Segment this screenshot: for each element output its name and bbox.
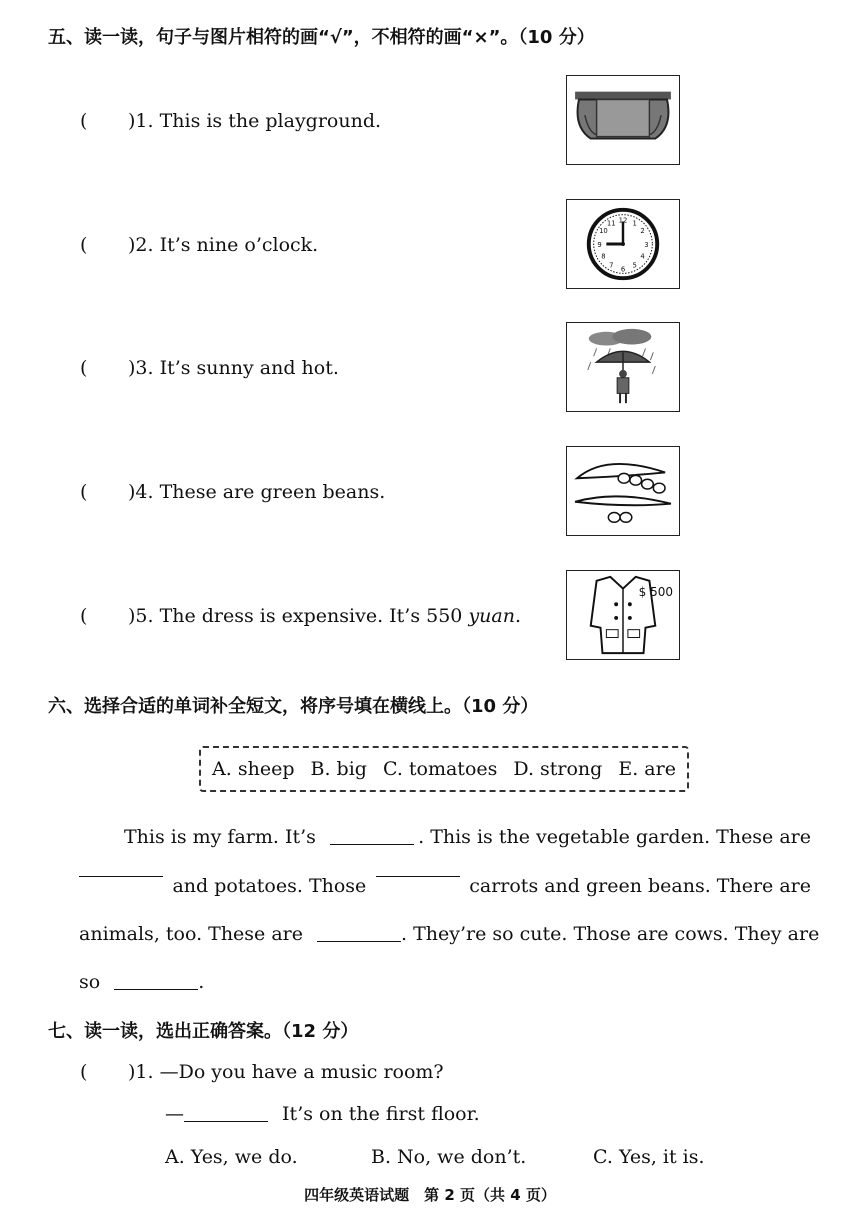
svg-text:10: 10 — [599, 227, 608, 236]
passage-text: This is my farm. It’s — [124, 826, 316, 848]
picture-clock — [566, 199, 680, 289]
question-text: )1. —Do you have a music room? — [128, 1061, 444, 1083]
word-option: C. tomatoes — [382, 758, 498, 780]
section7-title: 七、读一读，选出正确答案。（12 分） — [48, 1021, 359, 1042]
answer-paren[interactable]: ( — [80, 605, 88, 627]
question-row — [80, 481, 385, 503]
answer-paren[interactable]: ( — [80, 234, 88, 256]
answer-paren[interactable]: ( — [80, 110, 88, 132]
page-footer: 四年级英语试题 第 2 页（共 4 页） — [304, 1186, 556, 1204]
picture-rain — [566, 322, 680, 412]
tablecloth-icon — [567, 76, 679, 164]
option-b[interactable]: B. No, we don’t. — [371, 1146, 527, 1168]
question-text: )3. It’s sunny and hot. — [128, 357, 339, 379]
passage-text: carrots and green beans. There are — [469, 875, 811, 897]
svg-text:7: 7 — [609, 261, 614, 270]
passage-text: . They’re so cute. Those are cows. They are — [401, 923, 820, 945]
question-italic: yuan — [468, 605, 515, 627]
answer-text: It’s on the first floor. — [282, 1103, 480, 1125]
question-row — [80, 1061, 444, 1083]
word-option: B. big — [310, 758, 367, 780]
passage-text: and potatoes. Those — [172, 875, 367, 897]
svg-text:6: 6 — [620, 265, 626, 274]
question-row — [80, 605, 521, 627]
word-option: A. sheep — [212, 758, 295, 780]
passage-text: so — [79, 971, 101, 993]
blank-5[interactable] — [114, 988, 198, 990]
passage-text: . — [198, 971, 205, 993]
svg-text:11: 11 — [606, 219, 616, 228]
question-text: )1. This is the playground. — [128, 110, 382, 132]
word-option: D. strong — [513, 758, 603, 780]
passage-line-2 — [79, 875, 811, 897]
option-c[interactable]: C. Yes, it is. — [593, 1146, 705, 1168]
answer-paren[interactable]: ( — [80, 1061, 88, 1083]
answer-blank[interactable] — [184, 1120, 268, 1122]
svg-text:1: 1 — [632, 219, 637, 228]
section5-title: 五、读一读，句子与图片相符的画“√”，不相符的画“×”。（10 分） — [48, 27, 595, 48]
passage-line-3 — [79, 923, 820, 945]
answer-line — [165, 1103, 480, 1125]
blank-2[interactable] — [79, 875, 163, 877]
svg-text:12: 12 — [618, 216, 628, 225]
word-bank-box — [199, 746, 689, 792]
section6-title: 六、选择合适的单词补全短文，将序号填在横线上。（10 分） — [48, 696, 539, 717]
svg-text:3: 3 — [644, 240, 649, 249]
green-beans-icon — [567, 447, 679, 535]
question-end: . — [514, 605, 522, 627]
passage-line-1 — [124, 826, 811, 848]
answer-paren[interactable]: ( — [80, 481, 88, 503]
svg-text:5: 5 — [632, 261, 637, 270]
question-text: )5. The dress is expensive. It’s 550 — [128, 605, 469, 627]
word-option: E. are — [618, 758, 676, 780]
question-row — [80, 234, 318, 256]
question-row — [80, 110, 381, 132]
question-text: )4. These are green beans. — [128, 481, 386, 503]
svg-text:9: 9 — [597, 240, 602, 249]
price-tag: $ 500 — [638, 585, 673, 599]
option-a[interactable]: A. Yes, we do. — [165, 1146, 298, 1168]
passage-text: . This is the vegetable garden. These are — [418, 826, 811, 848]
answer-paren[interactable]: ( — [80, 357, 88, 379]
picture-coat — [566, 570, 680, 660]
blank-3[interactable] — [376, 875, 460, 877]
dash: — — [165, 1103, 184, 1125]
picture-beans — [566, 446, 680, 536]
question-text: )2. It’s nine o’clock. — [128, 234, 319, 256]
rain-umbrella-icon — [567, 323, 679, 411]
picture-playground — [566, 75, 680, 165]
svg-text:2: 2 — [640, 227, 645, 236]
blank-4[interactable] — [317, 940, 401, 942]
passage-line-4 — [79, 971, 811, 993]
clock-icon — [567, 200, 679, 288]
blank-1[interactable] — [330, 843, 414, 845]
svg-text:4: 4 — [640, 252, 645, 261]
question-row — [80, 357, 339, 379]
passage-text: animals, too. These are — [79, 923, 303, 945]
svg-text:8: 8 — [601, 252, 606, 261]
